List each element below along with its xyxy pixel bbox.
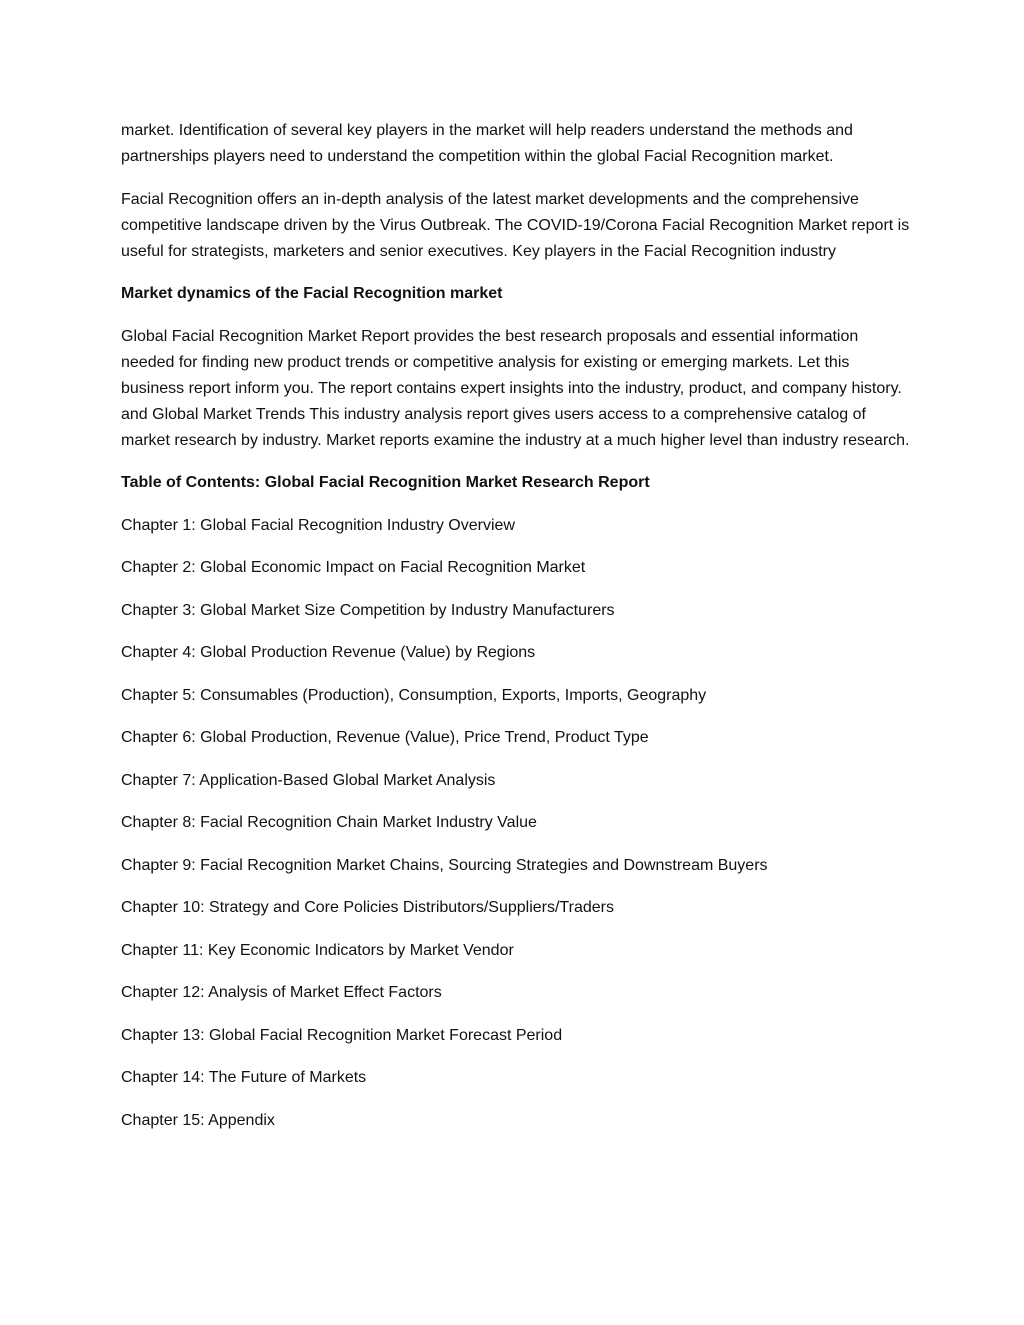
chapter-item: Chapter 2: Global Economic Impact on Facial Recognition Market bbox=[121, 559, 586, 576]
chapter-item: Chapter 15: Appendix bbox=[121, 1111, 275, 1129]
market-dynamics-paragraph: Global Facial Recognition Market Report provides the best research proposals and essential information needed for finding new product trends or competitive analysis for existing or emerging markets. Let this business report inform you. The report contains expert insights into the industry, product, and company history. and Global Market Trends This industry analysis report gives users access to a comprehensive catalog of market research by industry. Market reports examine the industry at a much higher level than industry research. bbox=[121, 327, 910, 449]
market-dynamics-heading: Market dynamics of the Facial Recognition market bbox=[121, 285, 503, 302]
intro-paragraph: market. Identification of several key players in the market will help readers understand the methods and partnerships players need to understand the competition within the global Facial Recognition market. bbox=[121, 122, 853, 165]
chapter-item: Chapter 3: Global Market Size Competition by Industry Manufacturers bbox=[121, 601, 615, 619]
chapter-item: Chapter 8: Facial Recognition Chain Market Industry Value bbox=[121, 814, 537, 831]
document-page bbox=[121, 118, 911, 1150]
chapter-item: Chapter 10: Strategy and Core Policies Distributors/Suppliers/Traders bbox=[121, 899, 614, 916]
table-of-contents-heading: Table of Contents: Global Facial Recognition Market Research Report bbox=[121, 474, 650, 491]
chapter-item: Chapter 13: Global Facial Recognition Market Forecast Period bbox=[121, 1026, 563, 1044]
chapter-item: Chapter 6: Global Production, Revenue (Value), Price Trend, Product Type bbox=[121, 729, 649, 746]
chapter-item: Chapter 9: Facial Recognition Market Chains, Sourcing Strategies and Downstream Buyers bbox=[121, 856, 768, 874]
chapter-item: Chapter 11: Key Economic Indicators by Market Vendor bbox=[121, 941, 514, 959]
overview-paragraph: Facial Recognition offers an in-depth analysis of the latest market developments and the comprehensive competitive landscape driven by the Virus Outbreak. The COVID-19/Corona Facial Recognition Market report is useful for strategists, marketers and senior executives. Key players in the Facial Recognition industry bbox=[121, 190, 910, 260]
chapter-item: Chapter 7: Application-Based Global Market Analysis bbox=[121, 771, 496, 789]
chapter-item: Chapter 4: Global Production Revenue (Value) by Regions bbox=[121, 644, 536, 661]
chapter-item: Chapter 1: Global Facial Recognition Industry Overview bbox=[121, 516, 515, 534]
chapter-item: Chapter 14: The Future of Markets bbox=[121, 1069, 367, 1086]
chapter-item: Chapter 12: Analysis of Market Effect Factors bbox=[121, 984, 442, 1001]
chapter-list bbox=[121, 513, 911, 1134]
chapter-item: Chapter 5: Consumables (Production), Consumption, Exports, Imports, Geography bbox=[121, 686, 707, 704]
